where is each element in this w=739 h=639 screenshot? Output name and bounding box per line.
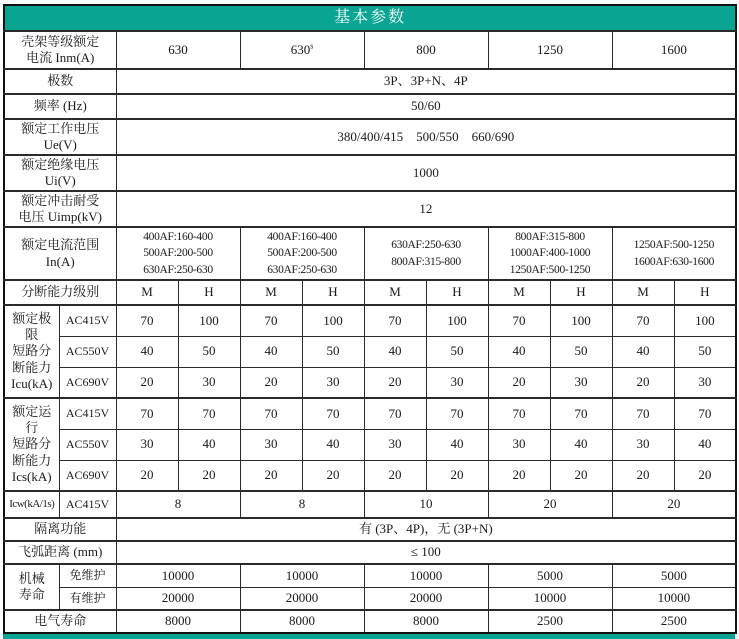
value-cell: 400AF:160-400 500AF:200-500 630AF:250-630 (240, 227, 364, 280)
value-cell: 10000 (612, 587, 736, 610)
row-label-in-range: 额定电流范围 In(A) (4, 227, 116, 280)
row-label-uimp: 额定冲击耐受 电压 Uimp(kV) (4, 191, 116, 227)
value-cell: 40 (364, 336, 426, 367)
value-cell: M (240, 280, 302, 305)
sub-label: 免维护 (59, 564, 116, 587)
value-cell: 40 (240, 336, 302, 367)
value-cell: 30 (612, 429, 674, 460)
value-cell: 630 (116, 31, 240, 69)
value-cell: 100 (178, 305, 240, 336)
value-cell: 70 (240, 398, 302, 429)
value-cell: M (364, 280, 426, 305)
value-cell: 70 (612, 398, 674, 429)
sub-label: AC690V (59, 460, 116, 491)
sub-label: AC690V (59, 367, 116, 398)
footnote-mark: s (310, 41, 314, 51)
value-cell: 20 (612, 367, 674, 398)
value-cell: 30 (488, 429, 550, 460)
value-cell: 20 (364, 460, 426, 491)
value-cell: H (302, 280, 364, 305)
value-cell: 30 (178, 367, 240, 398)
value-cell: 50 (178, 336, 240, 367)
table-row (4, 94, 736, 119)
value-cell: 40 (116, 336, 178, 367)
table-row (4, 398, 736, 429)
row-label-ics: 额定运行 短路分 断能力 Ics(kA) (4, 398, 59, 491)
sub-label: AC415V (59, 398, 116, 429)
value-cell: H (674, 280, 736, 305)
table-row (4, 280, 736, 305)
table-row (4, 564, 736, 587)
value-cell: 20 (240, 367, 302, 398)
row-label-poles: 极数 (4, 69, 116, 94)
table-row (4, 31, 736, 69)
value-cell: 70 (488, 398, 550, 429)
value-cell: 100 (426, 305, 488, 336)
value-cell: 8000 (116, 610, 240, 633)
table-row (4, 155, 736, 191)
value-cell: 1000 (116, 155, 736, 191)
value-cell: 20 (488, 460, 550, 491)
value-cell: 1250 (488, 31, 612, 69)
row-label-mech-life: 机械 寿命 (4, 564, 59, 610)
table-row (4, 69, 736, 94)
value-cell: 70 (364, 305, 426, 336)
value-cell: 40 (488, 336, 550, 367)
value-cell: 70 (116, 305, 178, 336)
value-cell: 8000 (240, 610, 364, 633)
value-cell: 800AF:315-800 1000AF:400-1000 1250AF:500-1250 (488, 227, 612, 280)
value-cell: 30 (302, 367, 364, 398)
table-row (4, 119, 736, 155)
value-cell: 20 (612, 491, 736, 518)
value-cell: 50 (302, 336, 364, 367)
value-cell: 70 (302, 398, 364, 429)
value-cell: 70 (178, 398, 240, 429)
table-row (4, 227, 736, 280)
value-cell: 8 (116, 491, 240, 518)
value-cell: 70 (426, 398, 488, 429)
value-cell: 40 (302, 429, 364, 460)
value-cell: 20000 (240, 587, 364, 610)
value-cell: 70 (612, 305, 674, 336)
value-cell: H (178, 280, 240, 305)
value-cell: M (116, 280, 178, 305)
table-row (4, 305, 736, 336)
value-cell: 20 (364, 367, 426, 398)
value-cell: 40 (612, 336, 674, 367)
value-cell: 10000 (116, 564, 240, 587)
value-cell: 20 (612, 460, 674, 491)
sub-label: AC415V (59, 491, 116, 518)
row-label-isolation: 隔离功能 (4, 518, 116, 541)
value-cell: 30 (364, 429, 426, 460)
spec-sheet (3, 4, 735, 639)
row-label-icw: Icw(kA/1s) (4, 491, 59, 518)
table-row (4, 491, 736, 518)
value-cell: 70 (364, 398, 426, 429)
value-cell: 70 (488, 305, 550, 336)
value-cell: 10 (364, 491, 488, 518)
value-cell: 20000 (364, 587, 488, 610)
row-label-elec-life: 电气寿命 (4, 610, 116, 633)
value-cell: 10000 (488, 587, 612, 610)
value-cell: 10000 (364, 564, 488, 587)
value-cell: 8 (240, 491, 364, 518)
value-cell: 1250AF:500-1250 1600AF:630-1600 (612, 227, 736, 280)
value-cell: 400AF:160-400 500AF:200-500 630AF:250-630 (116, 227, 240, 280)
value-cell: 5000 (488, 564, 612, 587)
sub-label: AC415V (59, 305, 116, 336)
value-cell: 40 (550, 429, 612, 460)
value-cell: 30 (426, 367, 488, 398)
value-cell: M (612, 280, 674, 305)
value-cell-footnoted: 630$^s$ (240, 31, 364, 69)
row-label-ue: 额定工作电压 Ue(V) (4, 119, 116, 155)
bottom-accent-bar (3, 634, 735, 639)
value-cell: 70 (116, 398, 178, 429)
value-cell: 20 (426, 460, 488, 491)
row-label-icu: 额定极限 短路分 断能力 Icu(kA) (4, 305, 59, 398)
value-cell: 3P、3P+N、4P (116, 69, 736, 94)
value-cell: 10000 (240, 564, 364, 587)
value-cell: 12 (116, 191, 736, 227)
table-row (4, 518, 736, 541)
value-cell: H (550, 280, 612, 305)
table-row (4, 587, 736, 610)
value-cell: 70 (550, 398, 612, 429)
sub-label: AC550V (59, 336, 116, 367)
value-cell: H (426, 280, 488, 305)
value-cell: 2500 (488, 610, 612, 633)
value-cell: 380/400/415 500/550 660/690 (116, 119, 736, 155)
table-row (4, 336, 736, 367)
value-cell: 5000 (612, 564, 736, 587)
value-cell: 50 (674, 336, 736, 367)
table-row (4, 429, 736, 460)
value-cell: 40 (674, 429, 736, 460)
value-cell: 70 (674, 398, 736, 429)
table-row (4, 367, 736, 398)
table-row (4, 191, 736, 227)
value-cell: 20 (178, 460, 240, 491)
row-label-breaking-class: 分断能力级别 (4, 280, 116, 305)
value-cell: 有 (3P、4P)，无 (3P+N) (116, 518, 736, 541)
value-cell: 20 (302, 460, 364, 491)
value-cell: 1600 (612, 31, 736, 69)
value-cell: 20 (488, 367, 550, 398)
value-cell: ≤ 100 (116, 541, 736, 564)
value-cell: 70 (240, 305, 302, 336)
value-cell: 40 (426, 429, 488, 460)
value-cell: 100 (550, 305, 612, 336)
value-cell: 20 (674, 460, 736, 491)
value-cell: 2500 (612, 610, 736, 633)
sub-label: 有维护 (59, 587, 116, 610)
value-cell: M (488, 280, 550, 305)
row-label-inm: 壳架等级额定 电流 Inm(A) (4, 31, 116, 69)
value-cell: 50/60 (116, 94, 736, 119)
value-cell: 20000 (116, 587, 240, 610)
row-label-ui: 额定绝缘电压 Ui(V) (4, 155, 116, 191)
value-cell: 20 (488, 491, 612, 518)
value-cell: 30 (240, 429, 302, 460)
value-cell: 630AF:250-630 800AF:315-800 (364, 227, 488, 280)
value-cell: 20 (240, 460, 302, 491)
value-cell: 50 (426, 336, 488, 367)
table-row (4, 460, 736, 491)
value-cell: 20 (550, 460, 612, 491)
value-cell: 20 (116, 460, 178, 491)
table-row (4, 610, 736, 633)
value-cell: 30 (674, 367, 736, 398)
value-cell: 20 (116, 367, 178, 398)
value-cell: 8000 (364, 610, 488, 633)
value-cell: 800 (364, 31, 488, 69)
value-cell: 100 (302, 305, 364, 336)
basic-parameters-table (3, 4, 737, 634)
table-row (4, 541, 736, 564)
value-cell: 40 (178, 429, 240, 460)
value-cell: 100 (674, 305, 736, 336)
value-cell: 50 (550, 336, 612, 367)
value-cell: 30 (116, 429, 178, 460)
row-label-arc-distance: 飞弧距离 (mm) (4, 541, 116, 564)
row-label-frequency: 频率 (Hz) (4, 94, 116, 119)
table-title: 基本参数 (4, 5, 736, 31)
sub-label: AC550V (59, 429, 116, 460)
value-cell: 30 (550, 367, 612, 398)
table-row (4, 5, 736, 31)
